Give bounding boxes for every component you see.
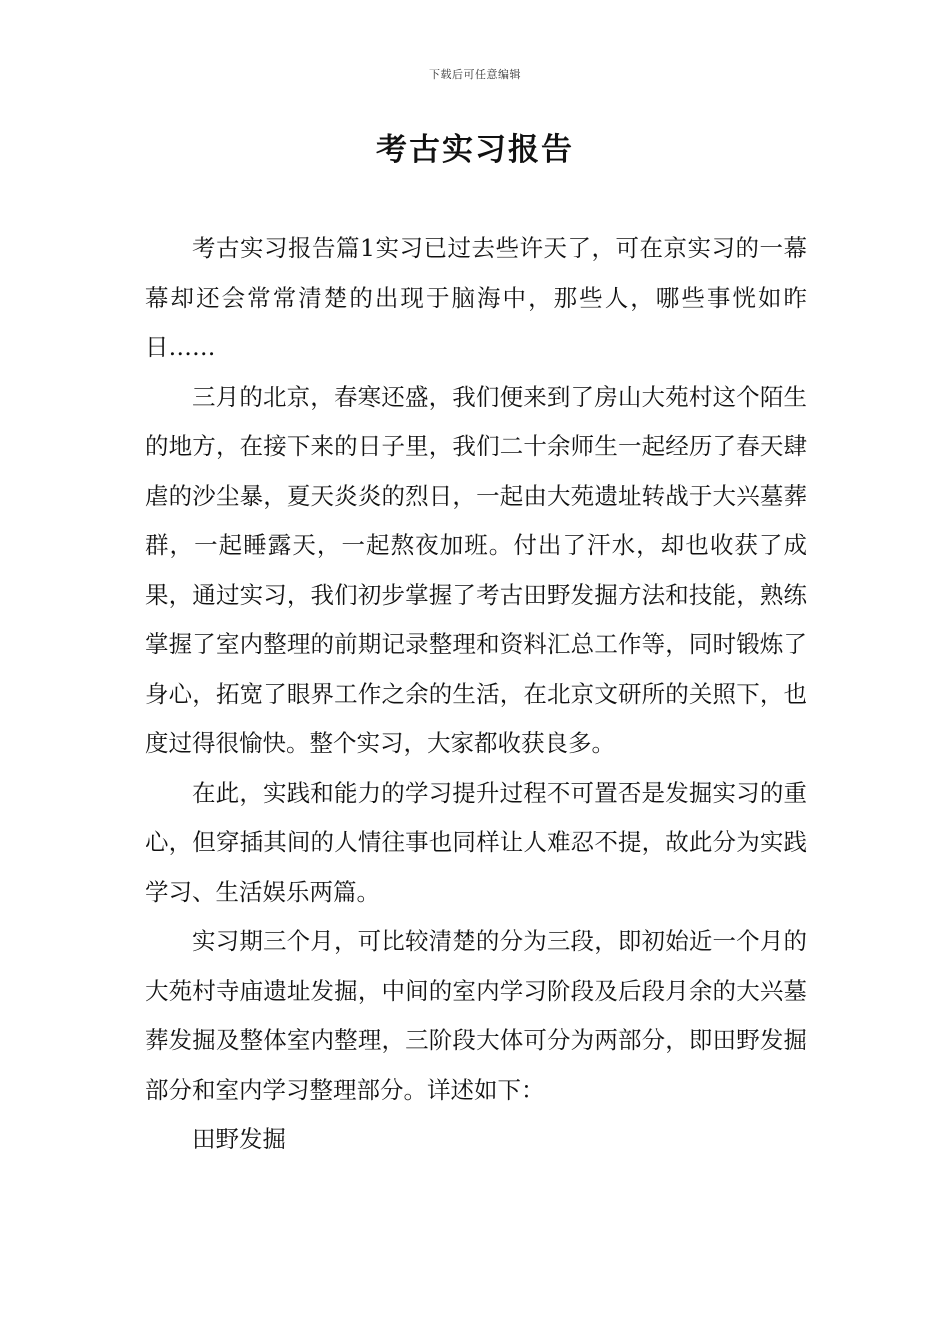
paragraph-intro: 考古实习报告篇1实习已过去些许天了，可在京实习的一幕幕却还会常常清楚的出现于脑海中，那些人，哪些事恍如昨日……	[145, 234, 807, 361]
header-note: 下载后可任意编辑	[429, 68, 521, 81]
paragraph-structure: 在此，实践和能力的学习提升过程不可置否是发掘实习的重心，但穿插其间的人情往事也同样让人难忍不提，故此分为实践学习、生活娱乐两篇。	[145, 778, 807, 906]
document-body	[145, 224, 807, 1165]
paragraph-phases: 实习期三个月，可比较清楚的分为三段，即初始近一个月的大苑村寺庙遗址发掘，中间的室内学习阶段及后段月余的大兴墓葬发掘及整体室内整理，三阶段大体可分为两部分，即田野发掘部分和室内学习整理部分。详述如下：	[145, 927, 807, 1104]
section-heading-field-excavation: 田野发掘	[192, 1125, 286, 1153]
paragraph-beijing: 三月的北京，春寒还盛，我们便来到了房山大苑村这个陌生的地方，在接下来的日子里，我们二十余师生一起经历了春天肆虐的沙尘暴，夏天炎炎的烈日，一起由大苑遗址转战于大兴墓葬群，一起睡露天，一起熬夜加班。付出了汗水，却也收获了成果，通过实习，我们初步掌握了考古田野发掘方法和技能，熟练掌握了室内整理的前期记录整理和资料汇总工作等，同时锻炼了身心，拓宽了眼界工作之余的生活，在北京文研所的关照下，也度过得很愉快。整个实习，大家都收获良多。	[145, 382, 807, 757]
document-title: 考古实习报告	[376, 132, 574, 168]
